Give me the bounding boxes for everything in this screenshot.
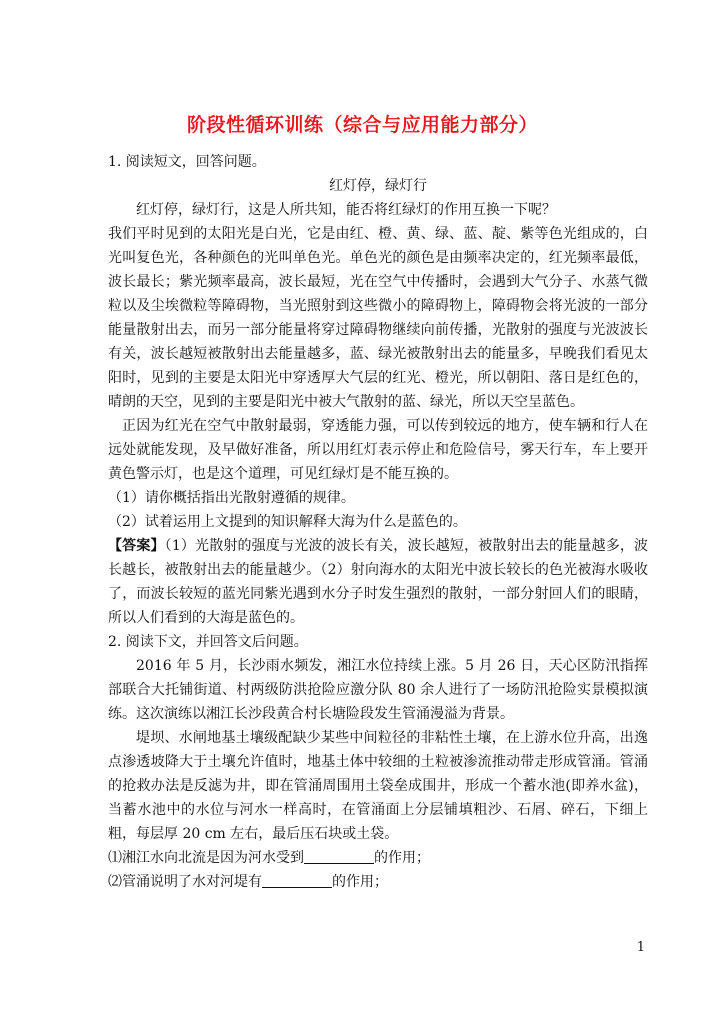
- q2-s2-text: ⑵管涌说明了水对河堤有: [108, 874, 262, 890]
- page-title: 阶段性循环训练（综合与应用能力部分）: [186, 114, 538, 136]
- answer-blank-2[interactable]: [262, 873, 332, 888]
- q1-paragraph-1: 红灯停，绿灯行，这是人所共知，能否将红绿灯的作用互换一下呢？: [136, 202, 556, 218]
- q2-s1-suffix: 的作用；: [374, 850, 430, 866]
- q2-subquestion-1: [108, 846, 648, 870]
- answer-blank-1[interactable]: [304, 849, 374, 864]
- answer-text: （1）光散射的强度与光波的波长有关，波长越短，被散射出去的能量越多，波长越长，被散射出去的能量越少。（2）射向海水的太阳光中波长较长的色光被海水吸收了，而波长较短的蓝光同紫光遇到水分子时发生强烈的散射，一部分射回人们的眼睛，所以人们看到的大海是蓝色的。: [108, 538, 649, 626]
- article-title: 红灯停，绿灯行: [329, 178, 427, 194]
- q1-subquestion-2: （2）试着运用上文提到的知识解释大海为什么是蓝色的。: [108, 514, 467, 530]
- q1-paragraph-2: 我们平时见到的太阳光是白光，它是由红、橙、黄、绿、蓝、靛、紫等色光组成的，白光叫复色光，各种颜色的光叫单色光。单色光的颜色是由频率决定的，红光频率最低，波长最长；紫光频率最高，波长最短，光在空气中传播时，会遇到大气分子、水蒸气微粒以及尘埃微粒等障碍物，当光照射到这些微小的障碍物上，障碍物会将光波的一部分能量散射出去，而另一部分能量将穿过障碍物继续向前传播，光散射的强度与光波波长有关，波长越短被散射出去能量越多，蓝、绿光被散射出去的能量多，早晚我们看见太阳时，见到的主要是太阳光中穿透厚大气层的红光、橙光，所以朝阳、落日是红色的，晴朗的天空，见到的主要是阳光中被大气散射的蓝、绿光，所以天空呈蓝色。: [108, 226, 648, 410]
- q2-paragraph-1: 2016 年 5 月，长沙雨水频发，湘江水位持续上涨。5 月 26 日，天心区防汛指挥部联合大托铺街道、村两级防洪抢险应激分队 80 余人进行了一场防汛抢险实景模拟演练。这次演练以湘江长沙段黄合村长塘险段发生管涌漫溢为背景。: [108, 658, 648, 722]
- q2-paragraph-2: 堤坝、水闸地基土壤级配缺少某些中间粒径的非粘性土壤，在上游水位升高，出逸点渗透坡降大于土壤允许值时，地基土体中较细的土粒被渗流推动带走形成管涌。管涌的抢救办法是反滤为井，即在管涌周围用土袋垒成围井，形成一个蓄水池(即养水盆)，当蓄水池中的水位与河水一样高时，在管涌面上分层铺填粗沙、石屑、碎石，下细上粗，每层厚 20 cm 左右，最后压石块或土袋。: [108, 730, 648, 842]
- answer-label: 【答案】: [108, 538, 165, 554]
- q2-s1-text: ⑴湘江水向北流是因为河水受到: [108, 850, 304, 866]
- q1-answer: [108, 534, 648, 630]
- document-body: [108, 150, 648, 894]
- question-1-stem: 1. 阅读短文，回答问题。: [108, 154, 266, 170]
- q1-subquestion-1: （1）请你概括指出光散射遵循的规律。: [108, 490, 355, 506]
- q2-subquestion-2: [108, 870, 648, 894]
- page-number: 1: [636, 940, 645, 955]
- q2-s2-suffix: 的作用；: [332, 874, 388, 890]
- q1-paragraph-3: 正因为红光在空气中散射最弱，穿透能力强，可以传到较远的地方，使车辆和行人在远处就能发现，及早做好准备，所以用红灯表示停止和危险信号，雾天行车，车上要开黄色警示灯，也是这个道理，可见红绿灯是不能互换的。: [108, 418, 648, 482]
- question-2-stem: 2. 阅读下文，并回答文后问题。: [108, 634, 308, 650]
